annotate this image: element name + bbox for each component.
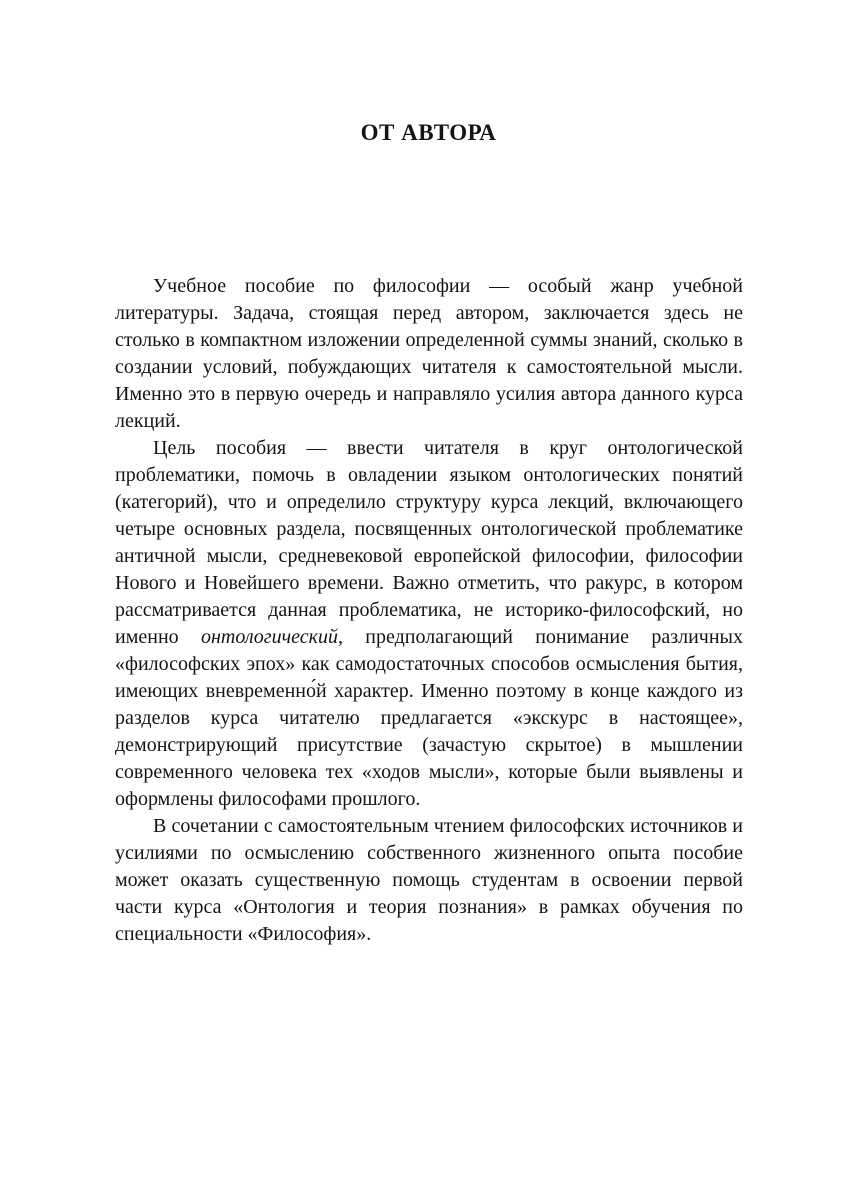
paragraph-text: Цель пособия — ввести читателя в круг онтологической проблематики, помочь в овладении языком онтологических понятий (категорий), что и определило структуру курса лекций, включающего четыре основных раздела, посвященных онтологической проблематике античной мысли, средневековой европейской философии, философии Нового и Новейшего времени. Важно отметить, что ракурс, в котором рассматривается данная проблематика, не историко-философский, но именно <box>115 437 743 648</box>
paragraph <box>115 273 743 435</box>
paragraph-text: , предполагающий понимание различных «философских эпох» как самодостаточных способов осмысления бытия, имеющих вневременно́й характер. Именно поэтому в конце каждого из разделов курса читателю предлагается «экскурс в настоящее», демонстрирующий присутствие (зачастую скрытое) в мышлении современного человека тех «ходов мысли», которые были выявлены и оформлены философами прошлого. <box>115 626 743 810</box>
paragraph <box>115 435 743 813</box>
paragraph-text: В сочетании с самостоятельным чтением философских источников и усилиями по осмыслению собственного жизненного опыта пособие может оказать существенную помощь студентам в освоении первой части курса «Онтология и теория познания» в рамках обучения по специальности «Философия». <box>115 815 743 945</box>
italic-term: онтологический <box>200 626 338 648</box>
paragraph-text: Учебное пособие по философии — особый жанр учебной литературы. Задача, стоящая перед автором, заключается здесь не столько в компактном изложении определенной суммы знаний, сколько в создании условий, побуждающих читателя к самостоятельной мысли. Именно это в первую очередь и направляло усилия автора данного курса лекций. <box>115 275 743 432</box>
page-title: ОТ АВТОРА <box>360 120 497 146</box>
paragraph <box>115 813 743 948</box>
body-text-block <box>115 273 743 948</box>
